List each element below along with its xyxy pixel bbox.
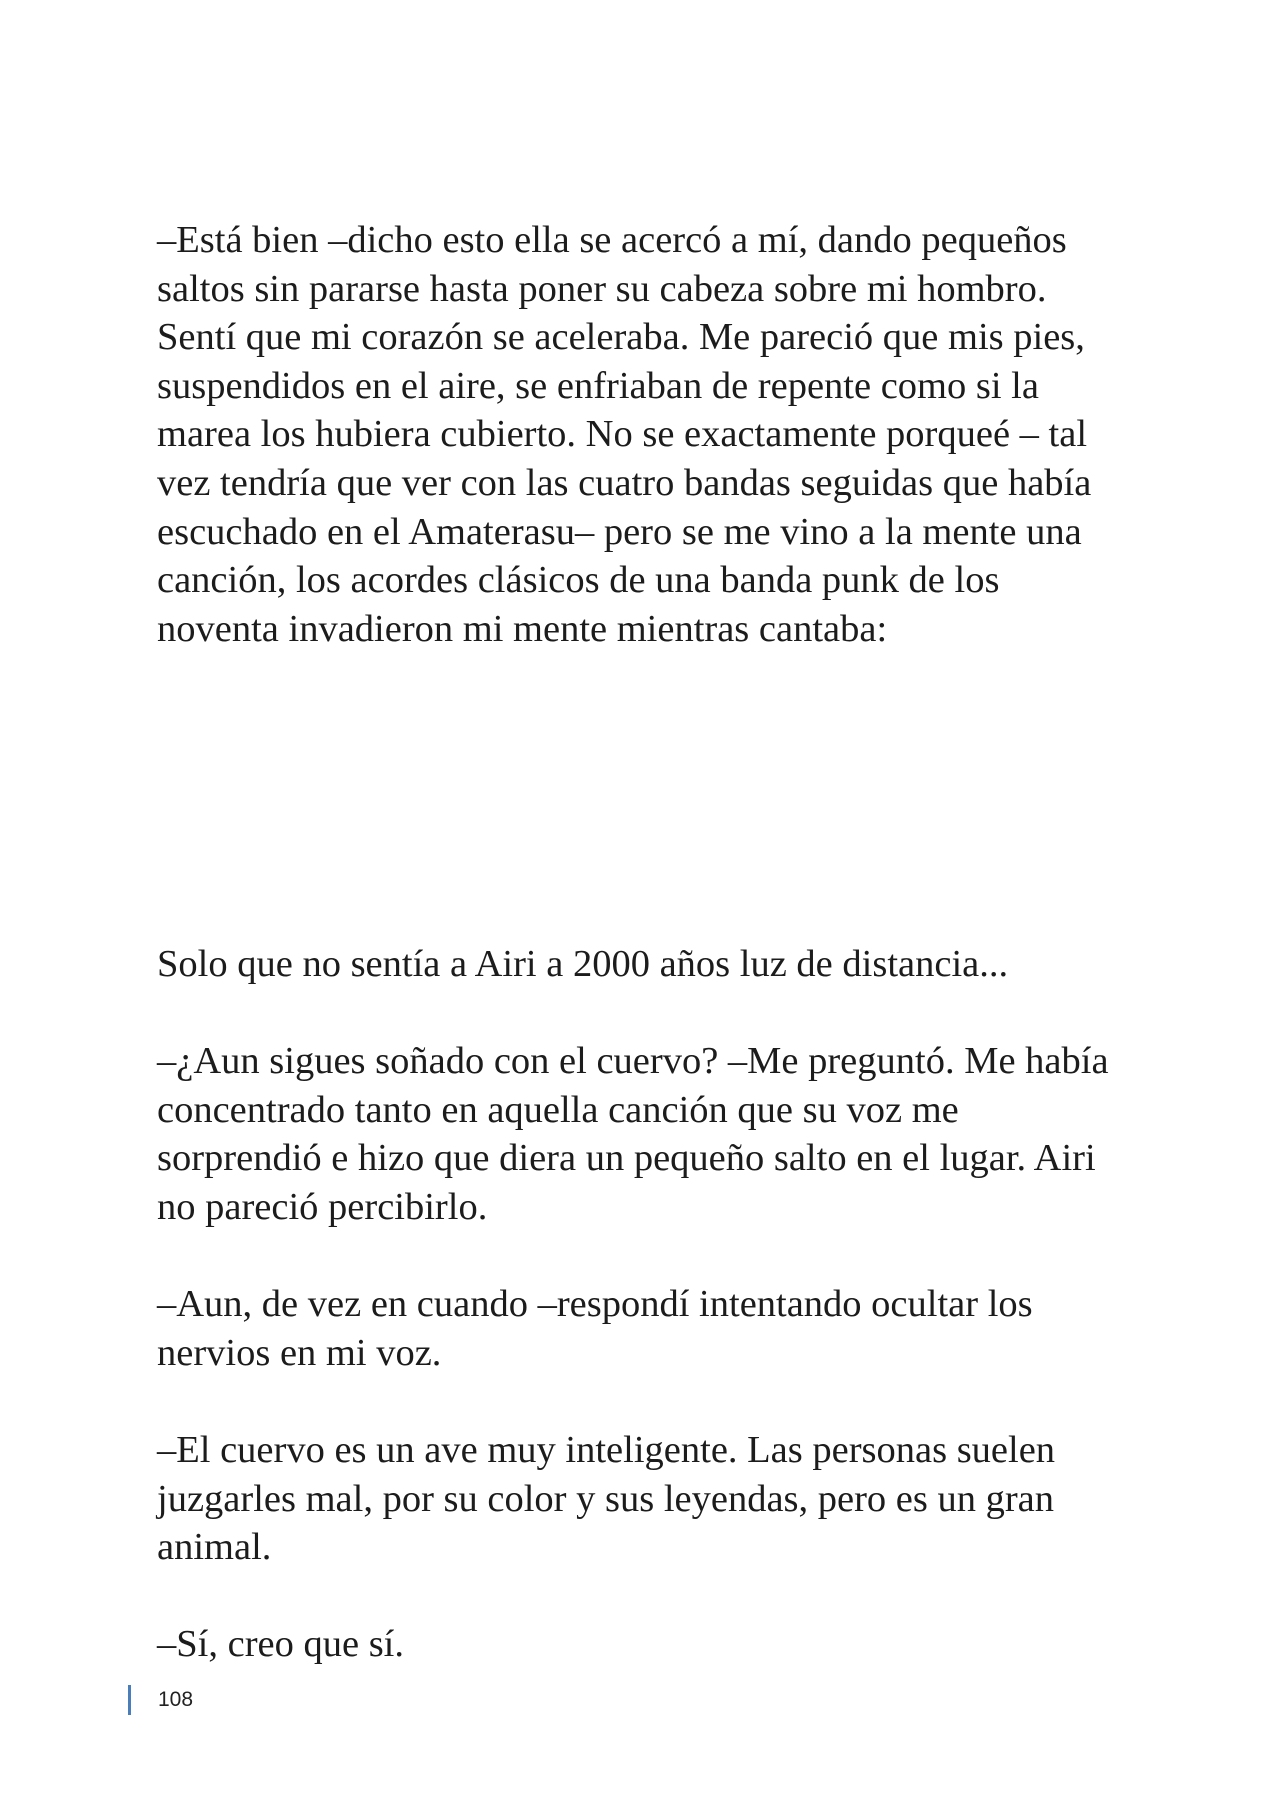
text-line: escuchado en el Amaterasu– pero se me vino a la mente una: [157, 510, 1082, 553]
text-line: concentrado tanto en aquella canción que su voz me: [157, 1088, 959, 1131]
text-line: vez tendría que ver con las cuatro bandas seguidas que había: [157, 461, 1092, 504]
page-number: 108: [158, 1688, 194, 1711]
footer-accent-bar: [128, 1685, 131, 1715]
text-line: animal.: [157, 1526, 272, 1569]
text-line: –¿Aun sigues soñado con el cuervo? –Me preguntó. Me había: [157, 1040, 1109, 1082]
paragraph-2: [157, 940, 1137, 989]
page-footer: [128, 1686, 193, 1714]
text-line: –El cuervo es un ave muy inteligente. Las personas suelen: [157, 1429, 1056, 1471]
text-line: –Aun, de vez en cuando –respondí intentando ocultar los: [157, 1283, 1033, 1325]
text-line: sorprendió e hizo que diera un pequeño salto en el lugar. Airi: [157, 1137, 1096, 1180]
text-line: saltos sin pararse hasta poner su cabeza sobre mi hombro.: [157, 267, 1047, 310]
text-line: canción, los acordes clásicos de una banda punk de los: [157, 559, 1000, 602]
text-line: –Está bien –dicho esto ella se acercó a mí, dando pequeños: [157, 219, 1067, 261]
text-line: suspendidos en el aire, se enfriaban de repente como si la: [157, 364, 1039, 407]
text-line: nervios en mi voz.: [157, 1331, 442, 1374]
text-line: Sentí que mi corazón se aceleraba. Me pareció que mis pies,: [157, 316, 1085, 359]
text-line: noventa invadieron mi mente mientras cantaba:: [157, 607, 888, 650]
paragraph-3: [157, 1037, 1137, 1231]
paragraph-6: [157, 1620, 1137, 1669]
text-line: no pareció percibirlo.: [157, 1185, 488, 1228]
paragraph-1: [157, 216, 1137, 653]
paragraph-5: [157, 1426, 1137, 1572]
text-line: –Sí, creo que sí.: [157, 1623, 404, 1665]
text-line: marea los hubiera cubierto. No se exactamente porqueé – tal: [157, 413, 1088, 456]
text-line: juzgarles mal, por su color y sus leyendas, pero es un gran: [157, 1477, 1055, 1520]
paragraph-4: [157, 1280, 1137, 1377]
text-line: Solo que no sentía a Airi a 2000 años luz de distancia...: [157, 943, 1009, 985]
